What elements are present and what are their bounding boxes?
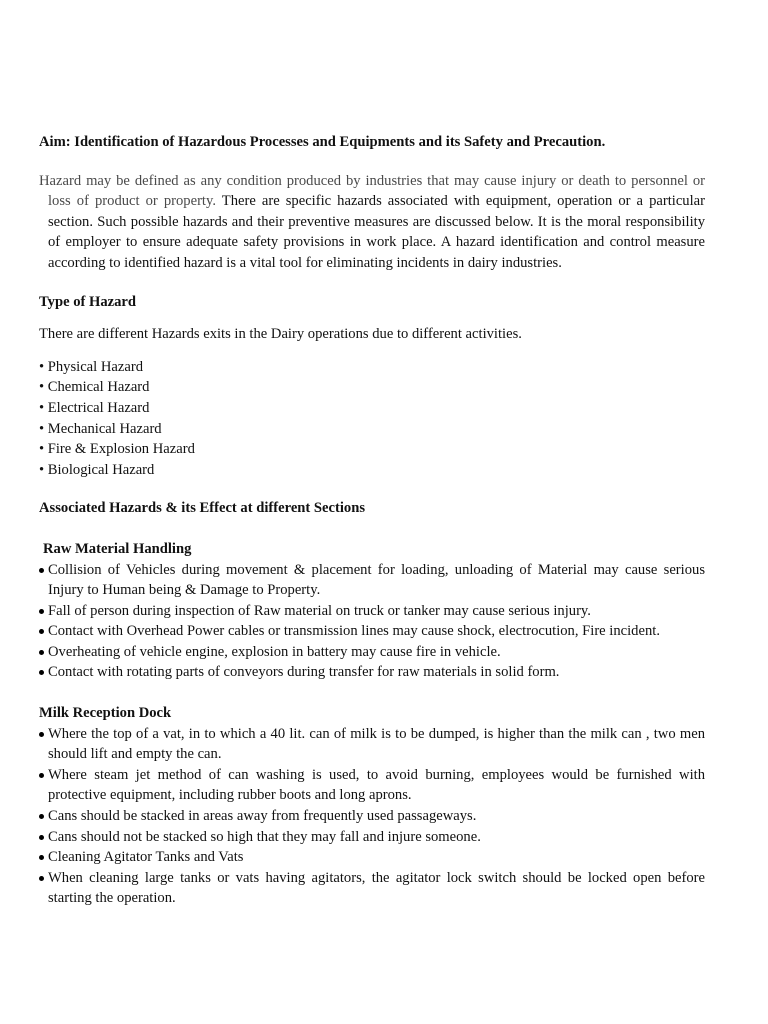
bullet-icon [39, 670, 44, 675]
bullet-icon [39, 629, 44, 634]
document-page [39, 132, 705, 929]
bullet-icon [39, 568, 44, 573]
list-item: Cans should not be stacked so high that they may fall and injure someone. [39, 827, 705, 848]
bullet-icon [39, 732, 44, 737]
bullet-icon [39, 609, 44, 614]
milk-reception-list [39, 724, 705, 909]
intro-lead: Hazard may be defined as any condition produced by industries that may cause injury or death to personnel or loss of product or property. [39, 172, 705, 210]
bullet-icon [39, 650, 44, 655]
bullet-icon [39, 876, 44, 881]
list-item: Overheating of vehicle engine, explosion in battery may cause fire in vehicle. [39, 642, 705, 663]
bullet-icon [39, 814, 44, 819]
list-item: • Biological Hazard [39, 461, 155, 478]
bullet-icon [39, 835, 44, 840]
aim-heading: Aim: Identification of Hazardous Processes and Equipments and its Safety and Precaution. [39, 134, 606, 150]
milk-reception-heading: Milk Reception Dock [39, 705, 172, 722]
list-item: • Fire & Explosion Hazard [39, 441, 195, 458]
type-of-hazard-heading: Type of Hazard [39, 293, 137, 310]
intro-paragraph [39, 171, 705, 274]
list-item: • Physical Hazard [39, 358, 143, 375]
list-item: Fall of person during inspection of Raw material on truck or tanker may cause serious injury. [39, 601, 705, 622]
hazard-type-list [39, 357, 705, 481]
associated-hazards-heading: Associated Hazards & its Effect at different Sections [39, 500, 366, 517]
raw-material-list [39, 560, 705, 684]
list-item: Where steam jet method of can washing is used, to avoid burning, employees would be furnished with protective equipment, including rubber boots and long aprons. [39, 765, 705, 806]
list-item: Contact with rotating parts of conveyors during transfer for raw materials in solid form. [39, 662, 705, 683]
list-item: When cleaning large tanks or vats having agitators, the agitator lock switch should be locked open before starting the operation. [39, 868, 705, 909]
list-item: • Chemical Hazard [39, 379, 150, 396]
list-item: Where the top of a vat, in to which a 40 lit. can of milk is to be dumped, is higher than the milk can , two men should lift and empty the can. [39, 724, 705, 765]
list-item: Contact with Overhead Power cables or transmission lines may cause shock, electrocution, Fire incident. [39, 621, 705, 642]
intro-rest: There are specific hazards associated with equipment, operation or a particular section. Such possible hazards and their preventive measures are discussed below. It is the moral responsibility of employer to ensure adequate safety provisions in work place. A hazard identification and control measure according to identified hazard is a vital tool for eliminating incidents in dairy industries. [48, 193, 705, 271]
list-item: Cans should be stacked in areas away from frequently used passageways. [39, 806, 705, 827]
list-item: • Mechanical Hazard [39, 420, 162, 437]
type-of-hazard-text: There are different Hazards exits in the Dairy operations due to different activities. [39, 326, 522, 343]
list-item: Cleaning Agitator Tanks and Vats [39, 847, 705, 868]
list-item: Collision of Vehicles during movement & placement for loading, unloading of Material may cause serious Injury to Human being & Damage to Property. [39, 560, 705, 601]
bullet-icon [39, 773, 44, 778]
list-item: • Electrical Hazard [39, 399, 150, 416]
raw-material-heading: Raw Material Handling [43, 540, 192, 557]
bullet-icon [39, 855, 44, 860]
